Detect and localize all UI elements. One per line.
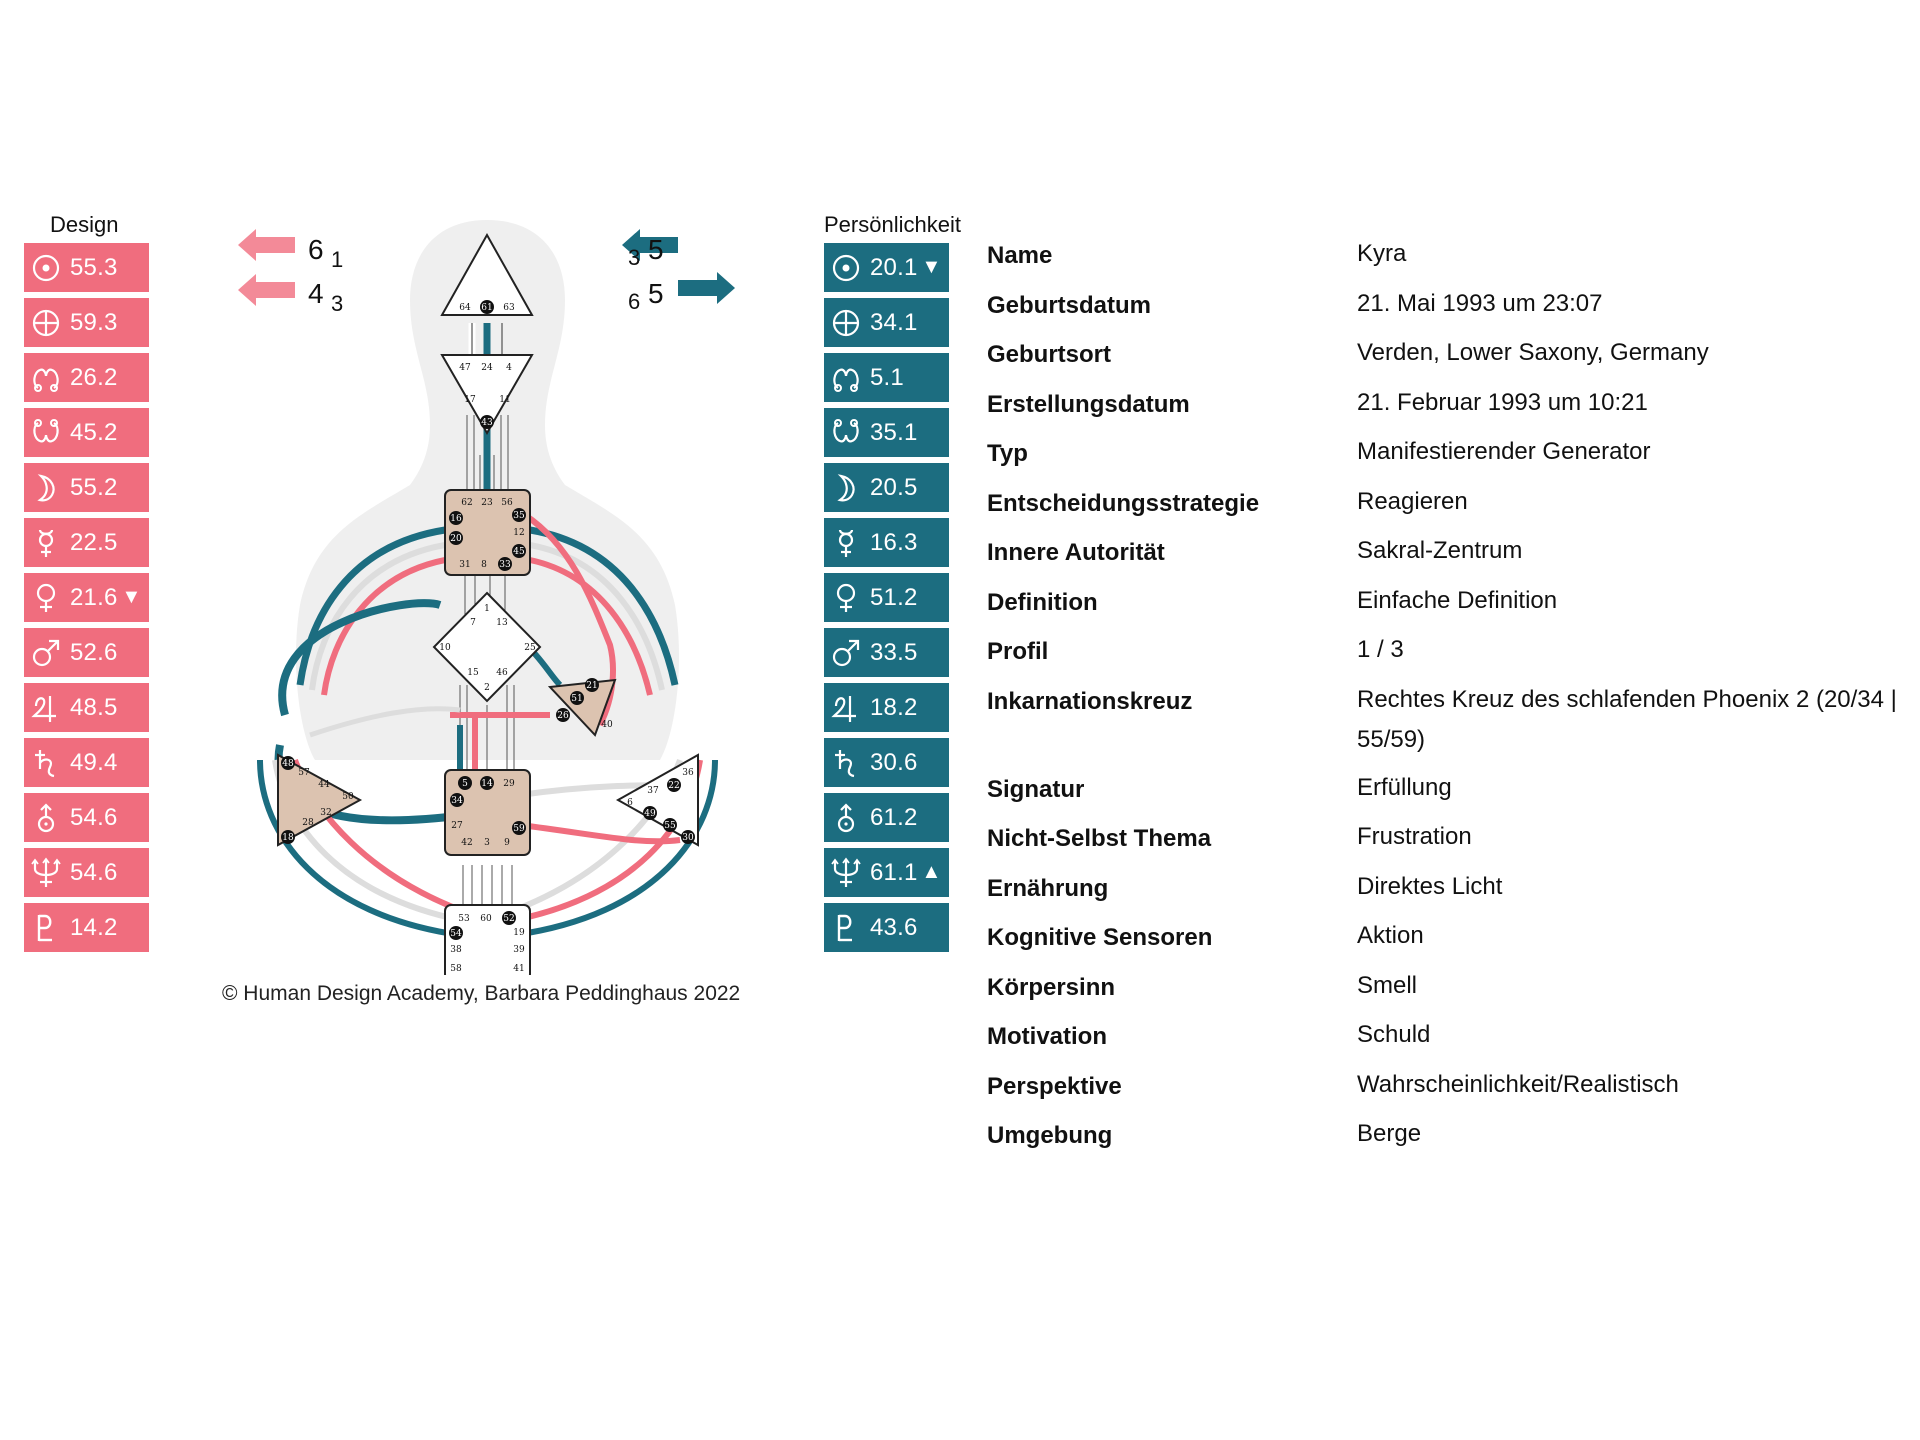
- gate-59: 59: [513, 824, 525, 834]
- gate-41: 41: [513, 964, 525, 974]
- gate-38: 38: [450, 945, 462, 955]
- gate-30: 30: [682, 833, 694, 843]
- copyright-notice: © Human Design Academy, Barbara Peddinghaus 2022: [222, 982, 741, 1005]
- north-node-icon: [28, 360, 64, 396]
- design-planet-south-node: [24, 408, 149, 457]
- gate-57: 57: [298, 768, 310, 778]
- planet-gate-value: 59.3: [70, 308, 118, 336]
- design-planet-venus: [24, 573, 149, 622]
- bodygraph: [220, 215, 760, 975]
- planet-gate-value: 18.2: [870, 693, 918, 721]
- info-row: [987, 290, 1907, 340]
- gate-2: 2: [484, 683, 490, 693]
- gate-56: 56: [501, 498, 513, 508]
- info-label: Motivation: [987, 1023, 1107, 1050]
- gate-47: 47: [459, 363, 471, 373]
- planet-gate-value: 48.5: [70, 693, 118, 721]
- info-value: Frustration: [1357, 823, 1472, 850]
- gate-17: 17: [464, 395, 476, 405]
- gate-55: 55: [664, 821, 676, 831]
- mars-icon: [28, 635, 64, 671]
- planet-gate-value: 5.1: [870, 363, 904, 391]
- info-row: [987, 587, 1907, 637]
- gate-29: 29: [503, 779, 515, 789]
- gate-8: 8: [481, 560, 487, 570]
- info-label: Erstellungsdatum: [987, 390, 1190, 418]
- info-label: Kognitive Sensoren: [987, 924, 1213, 951]
- design-planet-north-node: [24, 353, 149, 402]
- info-row: [987, 1120, 1907, 1170]
- info-label: Geburtsort: [987, 341, 1112, 368]
- info-value: Direktes Licht: [1357, 872, 1503, 900]
- venus-icon: [828, 580, 864, 616]
- gate-1: 1: [484, 604, 490, 614]
- design-planet-saturn: [24, 738, 149, 787]
- info-label: Nicht-Selbst Thema: [987, 825, 1212, 852]
- north-node-icon: [828, 360, 864, 396]
- moon-icon: [828, 470, 864, 506]
- gate-32: 32: [320, 808, 332, 818]
- info-row: [987, 972, 1907, 1022]
- design-planet-mars: [24, 628, 149, 677]
- gate-31: 31: [459, 560, 471, 570]
- south-node-icon: [828, 415, 864, 451]
- arrow-right-bottom-icon: [678, 272, 735, 304]
- uranus-icon: [828, 800, 864, 836]
- personality-planet-earth: [824, 298, 949, 347]
- design-planet-moon: [24, 463, 149, 512]
- info-value: 21. Februar 1993 um 10:21: [1357, 388, 1648, 416]
- planet-gate-value: 55.3: [70, 253, 118, 281]
- pluto-icon: [828, 910, 864, 946]
- planet-gate-value: 51.2: [870, 583, 918, 611]
- info-value: Manifestierender Generator: [1357, 438, 1651, 465]
- planet-gate-value: 20.5: [870, 473, 918, 501]
- gate-50: 50: [342, 792, 354, 802]
- info-row: [987, 1021, 1907, 1071]
- planet-gate-value: 43.6: [870, 913, 918, 941]
- personality-planet-jupiter: [824, 683, 949, 732]
- arrow-left-bottom-a: 4: [308, 278, 324, 309]
- detriment-icon: ▼: [121, 586, 142, 608]
- gate-43: 43: [481, 418, 493, 428]
- info-label: Inkarnationskreuz: [987, 687, 1193, 715]
- gate-25: 25: [524, 643, 536, 653]
- profile-info-table: [987, 240, 1907, 1170]
- info-row: [987, 823, 1907, 873]
- gate-11: 11: [499, 395, 511, 405]
- info-value: Sakral-Zentrum: [1357, 537, 1523, 564]
- planet-gate-value: 49.4: [70, 748, 118, 776]
- gate-26: 26: [557, 711, 569, 721]
- gate-42: 42: [461, 838, 473, 848]
- gate-64: 64: [459, 303, 471, 313]
- info-row: [987, 438, 1907, 488]
- info-row: [987, 686, 1907, 774]
- planet-gate-value: 33.5: [870, 638, 918, 666]
- jupiter-icon: [28, 690, 64, 726]
- personality-planet-column: [824, 243, 949, 958]
- info-label: Signatur: [987, 775, 1085, 803]
- uranus-icon: [28, 800, 64, 836]
- info-value: Aktion: [1357, 922, 1424, 949]
- info-row: [987, 389, 1907, 439]
- info-row: [987, 1071, 1907, 1121]
- gate-35: 35: [513, 511, 525, 521]
- planet-gate-value: 52.6: [70, 638, 118, 666]
- mercury-icon: [28, 525, 64, 561]
- info-label: Innere Autorität: [987, 539, 1165, 566]
- gate-39: 39: [513, 945, 525, 955]
- design-planet-column: [24, 243, 149, 958]
- gate-5: 5: [462, 779, 468, 789]
- gate-54: 54: [450, 929, 462, 939]
- info-row: [987, 240, 1907, 290]
- info-row: [987, 488, 1907, 538]
- gate-27: 27: [451, 821, 463, 831]
- info-label: Entscheidungsstrategie: [987, 489, 1260, 517]
- gate-45: 45: [513, 547, 525, 557]
- planet-gate-value: 30.6: [870, 748, 918, 776]
- gate-9: 9: [504, 838, 510, 848]
- gate-46: 46: [496, 668, 508, 678]
- gate-21: 21: [586, 681, 598, 691]
- info-row: [987, 339, 1907, 389]
- info-value: Smell: [1357, 971, 1418, 999]
- mercury-icon: [828, 525, 864, 561]
- earth-icon: [828, 305, 864, 341]
- info-value: Reagieren: [1357, 487, 1468, 515]
- info-label: Typ: [987, 440, 1028, 467]
- gate-34: 34: [451, 796, 463, 806]
- design-planet-earth: [24, 298, 149, 347]
- gate-19: 19: [513, 928, 525, 938]
- planet-gate-value: 22.5: [70, 528, 118, 556]
- info-label: Perspektive: [987, 1072, 1122, 1100]
- planet-gate-value: 21.6: [70, 583, 118, 611]
- info-label: Profil: [987, 638, 1049, 665]
- neptune-icon: [28, 855, 64, 891]
- personality-planet-north-node: [824, 353, 949, 402]
- design-planet-jupiter: [24, 683, 149, 732]
- arrow-right-top-a: 3: [628, 245, 641, 270]
- gate-20: 20: [450, 534, 462, 544]
- earth-icon: [28, 305, 64, 341]
- info-value: Schuld: [1357, 1021, 1431, 1048]
- mars-icon: [828, 635, 864, 671]
- neptune-icon: [828, 855, 864, 891]
- design-planet-pluto: [24, 903, 149, 952]
- planet-gate-value: 61.1: [870, 858, 918, 886]
- gate-24: 24: [481, 363, 493, 373]
- gate-53: 53: [458, 914, 470, 924]
- gate-61: 61: [481, 303, 493, 313]
- personality-arrows: [622, 229, 735, 314]
- gate-60: 60: [480, 914, 492, 924]
- gate-28: 28: [302, 818, 314, 828]
- gate-52: 52: [503, 914, 515, 924]
- info-row: [987, 537, 1907, 587]
- gate-36: 36: [682, 768, 694, 778]
- gate-62: 62: [461, 498, 473, 508]
- design-column-title: Design: [50, 212, 119, 237]
- planet-gate-value: 61.2: [870, 803, 918, 831]
- info-label: Name: [987, 242, 1053, 269]
- planet-gate-value: 55.2: [70, 473, 118, 501]
- south-node-icon: [28, 415, 64, 451]
- info-row: [987, 774, 1907, 824]
- info-label: Geburtsdatum: [987, 291, 1152, 319]
- planet-gate-value: 26.2: [70, 363, 118, 391]
- design-planet-sun: [24, 243, 149, 292]
- moon-icon: [28, 470, 64, 506]
- personality-planet-south-node: [824, 408, 949, 457]
- info-value: Erfüllung: [1357, 773, 1452, 801]
- planet-gate-value: 54.6: [70, 803, 118, 831]
- personality-planet-uranus: [824, 793, 949, 842]
- pluto-icon: [28, 910, 64, 946]
- personality-planet-saturn: [824, 738, 949, 787]
- planet-gate-value: 45.2: [70, 418, 118, 446]
- gate-3: 3: [484, 838, 490, 848]
- gate-63: 63: [503, 303, 515, 313]
- arrow-left-bottom-icon: [238, 274, 295, 306]
- sun-icon: [828, 250, 864, 286]
- info-label: Körpersinn: [987, 973, 1116, 1001]
- sun-icon: [28, 250, 64, 286]
- gate-10: 10: [439, 643, 451, 653]
- planet-gate-value: 35.1: [870, 418, 918, 446]
- info-value: 1 / 3: [1357, 636, 1404, 663]
- saturn-icon: [28, 745, 64, 781]
- planet-gate-value: 14.2: [70, 913, 118, 941]
- venus-icon: [28, 580, 64, 616]
- gate-44: 44: [318, 780, 330, 790]
- gate-23: 23: [481, 498, 493, 508]
- arrow-right-top-b: 5: [648, 234, 664, 265]
- planet-gate-value: 16.3: [870, 528, 918, 556]
- personality-planet-sun: [824, 243, 949, 292]
- design-planet-mercury: [24, 518, 149, 567]
- gate-22: 22: [668, 781, 680, 791]
- gate-12: 12: [513, 528, 525, 538]
- gate-49: 49: [644, 809, 656, 819]
- gate-58: 58: [450, 964, 462, 974]
- info-value: Kyra: [1357, 240, 1407, 267]
- gate-51: 51: [571, 694, 583, 704]
- info-label: Definition: [987, 588, 1098, 616]
- exalted-icon: ▲: [921, 861, 942, 883]
- arrow-left-top-icon: [238, 229, 295, 261]
- jupiter-icon: [828, 690, 864, 726]
- gate-7: 7: [470, 618, 476, 628]
- arrow-left-bottom-b: 3: [331, 291, 344, 316]
- info-value: Wahrscheinlichkeit/Realistisch: [1357, 1070, 1679, 1098]
- personality-planet-venus: [824, 573, 949, 622]
- info-row: [987, 873, 1907, 923]
- personality-planet-neptune: [824, 848, 949, 897]
- gate-6: 6: [627, 798, 633, 808]
- planet-gate-value: 54.6: [70, 858, 118, 886]
- info-label: Umgebung: [987, 1122, 1113, 1149]
- saturn-icon: [828, 745, 864, 781]
- personality-planet-moon: [824, 463, 949, 512]
- gate-13: 13: [496, 618, 508, 628]
- detriment-icon: ▼: [921, 256, 942, 278]
- personality-planet-mars: [824, 628, 949, 677]
- design-arrows: [238, 229, 343, 316]
- design-planet-neptune: [24, 848, 149, 897]
- gate-4: 4: [506, 363, 512, 373]
- gate-48: 48: [282, 759, 294, 769]
- personality-planet-mercury: [824, 518, 949, 567]
- gate-40: 40: [601, 720, 613, 730]
- info-value: 21. Mai 1993 um 23:07: [1357, 289, 1603, 317]
- info-label: Ernährung: [987, 874, 1109, 902]
- arrow-left-top-b: 1: [331, 247, 344, 272]
- info-row: [987, 922, 1907, 972]
- info-value: Berge: [1357, 1120, 1422, 1147]
- gate-15: 15: [467, 668, 479, 678]
- planet-gate-value: 34.1: [870, 308, 918, 336]
- info-value: Einfache Definition: [1357, 586, 1558, 614]
- gate-37: 37: [647, 786, 659, 796]
- arrow-right-bottom-a: 6: [628, 289, 641, 314]
- personality-column-title: Persönlichkeit: [824, 212, 961, 237]
- info-value: Verden, Lower Saxony, Germany: [1357, 339, 1709, 366]
- gate-18: 18: [282, 833, 294, 843]
- personality-planet-pluto: [824, 903, 949, 952]
- gate-16: 16: [450, 514, 462, 524]
- planet-gate-value: 20.1: [870, 253, 918, 281]
- gate-14: 14: [481, 779, 493, 789]
- arrow-left-top-a: 6: [308, 234, 324, 265]
- info-row: [987, 636, 1907, 686]
- gate-33: 33: [499, 560, 511, 570]
- arrow-right-bottom-b: 5: [648, 278, 664, 309]
- info-value: Rechtes Kreuz des schlafenden Phoenix 2 (20/34 | 55/59): [1357, 685, 1897, 753]
- design-planet-uranus: [24, 793, 149, 842]
